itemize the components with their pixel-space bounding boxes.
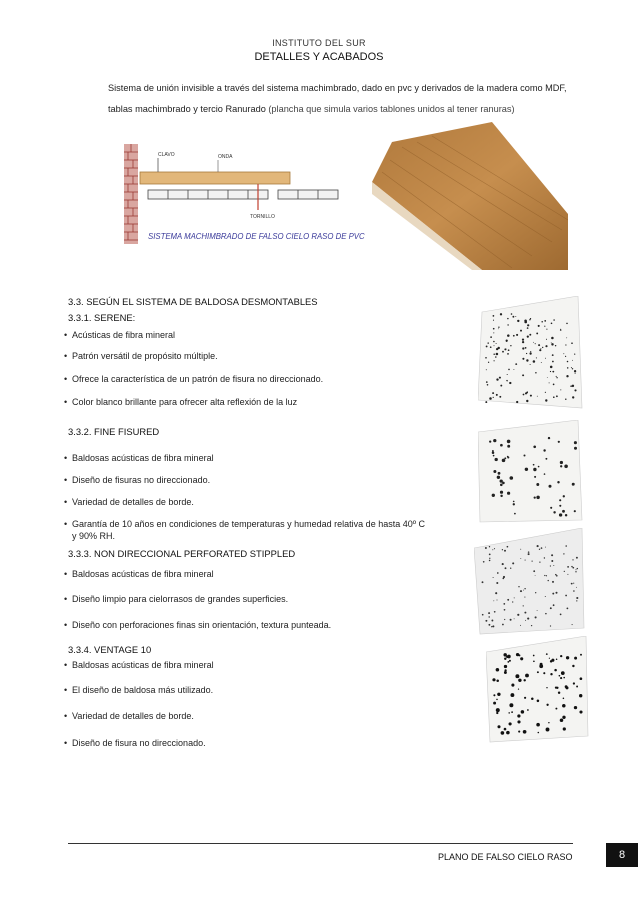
list-item: • Diseño de fisuras no direccionado.	[72, 474, 472, 487]
label-tornillo: TORNILLO	[250, 214, 275, 220]
intro-paragraph	[108, 78, 598, 120]
list-item: • Patrón versátil de propósito múltiple.	[72, 350, 472, 363]
list-item: • Garantía de 10 años en condiciones de temperaturas y humedad relativa de hasta 40º C	[72, 518, 472, 531]
list-item: • Variedad de detalles de borde.	[72, 496, 472, 509]
list-item: • Diseño de fisura no direccionado.	[72, 737, 472, 750]
list-item: • Ofrece la característica de un patrón de fisura no direccionado.	[72, 373, 472, 386]
subsection-heading-ventage: 3.3.4. VENTAGE 10	[68, 644, 152, 655]
subsection-heading-non-direccional: 3.3.3. NON DIRECCIONAL PERFORATED STIPPLED	[68, 548, 296, 559]
list-item: • Diseño limpio para cielorrasos de grandes superficies.	[72, 593, 472, 606]
intro-line-1: Sistema de unión invisible a través del sistema machimbrado, dado en pvc y derivados de la madera como MDF,	[108, 83, 567, 93]
list-item-continuation: y 90% RH.	[72, 531, 116, 541]
page-title: DETALLES Y ACABADOS	[254, 51, 384, 63]
list-item: • Acústicas de fibra mineral	[72, 329, 472, 342]
intro-line-2-main: tablas machimbrado y tercio Ranurado	[108, 104, 266, 114]
perforated-stippled-tile-photo	[474, 528, 586, 636]
diagram-caption: SISTEMA MACHIMBRADO DE FALSO CIELO RASO DE PVC	[148, 232, 365, 241]
label-onda: ONDA	[218, 154, 233, 160]
list-item: • Baldosas acústicas de fibra mineral	[72, 452, 472, 465]
list-item: • Color blanco brillante para ofrecer alta reflexión de la luz	[72, 396, 472, 409]
wood-batten	[140, 172, 290, 184]
pvc-panel-profile	[148, 190, 338, 199]
serene-tile-photo	[478, 296, 584, 412]
intro-line-2-note: (plancha que simula varios tablones unidos al tener ranuras)	[268, 104, 515, 114]
footer-doc-title: PLANO DE FALSO CIELO RASO	[438, 852, 573, 862]
list-item: • Variedad de detalles de borde.	[72, 710, 472, 723]
section-title: 3.3. SEGÚN EL SISTEMA DE BALDOSA DESMONTABLES	[68, 296, 318, 307]
list-item: • Baldosas acústicas de fibra mineral	[72, 659, 472, 672]
wood-pvc-panel-photo	[372, 122, 568, 270]
fine-fisured-tile-photo	[478, 420, 584, 524]
institution-name: INSTITUTO DEL SUR	[272, 38, 366, 48]
label-clavo: CLAVO	[158, 152, 175, 158]
ventage-tile-photo	[486, 636, 590, 744]
list-item: • Diseño con perforaciones finas sin orientación, textura punteada.	[72, 619, 472, 632]
subsection-heading-serene: 3.3.1. SERENE:	[68, 312, 136, 323]
subsection-heading-fine-fisured: 3.3.2. FINE FISURED	[68, 426, 160, 437]
intro-line-2	[108, 99, 598, 120]
brick-wall-illustration	[124, 144, 138, 244]
list-item: • Baldosas acústicas de fibra mineral	[72, 568, 472, 581]
page-number: 8	[606, 843, 638, 867]
list-item: • El diseño de baldosa más utilizado.	[72, 684, 472, 697]
footer-rule	[68, 843, 573, 844]
